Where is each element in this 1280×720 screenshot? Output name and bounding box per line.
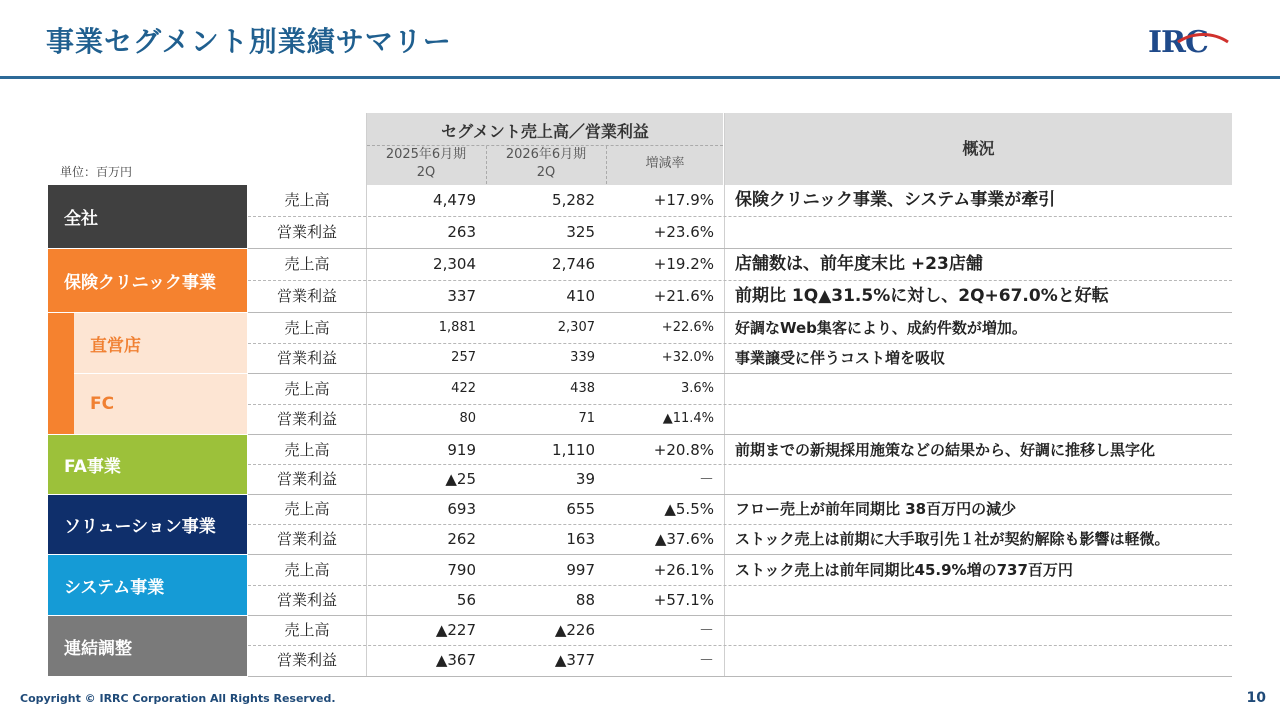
value-change: +57.1% xyxy=(653,591,714,609)
value-2025: 790 xyxy=(447,561,476,579)
table-row xyxy=(248,404,1232,434)
value-2026: 997 xyxy=(566,561,595,579)
segment-label-renketsu: 連結調整 xyxy=(48,616,247,676)
value-2026: 438 xyxy=(570,381,595,396)
value-2025: 919 xyxy=(447,441,476,459)
value-2025: ▲227 xyxy=(435,621,476,639)
value-change: － xyxy=(698,470,714,488)
value-change: +22.6% xyxy=(661,320,714,335)
col-2026-header: 2026年6月期 2Q xyxy=(505,147,587,180)
value-change: +26.1% xyxy=(653,561,714,579)
metric-label: 売上高 xyxy=(284,191,330,209)
value-change: 3.6% xyxy=(680,381,714,396)
col-2025-header: 2025年6月期 2Q xyxy=(385,147,467,180)
table-row xyxy=(248,435,1232,465)
unit-label: 単位：百万円 xyxy=(60,165,133,179)
value-2025: 257 xyxy=(451,350,476,365)
table-row xyxy=(248,645,1232,675)
segment-label-zensha: 全社 xyxy=(48,185,247,248)
metric-label: 営業利益 xyxy=(276,349,337,367)
metric-label: 売上高 xyxy=(284,441,330,459)
value-change: ▲37.6% xyxy=(654,530,714,548)
value-change: ▲11.4% xyxy=(662,411,714,426)
value-2025: 80 xyxy=(459,411,476,426)
metric-label: 売上高 xyxy=(284,380,330,398)
col-change-header: 増減率 xyxy=(645,156,685,171)
value-2025: 4,479 xyxy=(433,191,476,209)
table-row xyxy=(248,555,1232,585)
overview-note: 前期比 1Q▲31.5%に対し、2Q+67.0%と好転 xyxy=(735,286,1109,306)
value-2025: 56 xyxy=(456,591,476,609)
value-2025: ▲25 xyxy=(445,470,476,488)
value-2026: 2,746 xyxy=(552,255,595,273)
value-change: +23.6% xyxy=(653,223,714,241)
value-2025: 2,304 xyxy=(433,255,476,273)
value-2025: 263 xyxy=(447,223,476,241)
metric-label: 営業利益 xyxy=(276,287,337,305)
value-change: +32.0% xyxy=(661,350,714,365)
metric-label: 売上高 xyxy=(284,255,330,273)
value-change: ▲5.5% xyxy=(664,500,714,518)
value-change: － xyxy=(698,651,714,669)
metric-label: 売上高 xyxy=(284,621,330,639)
value-2025: ▲367 xyxy=(435,651,476,669)
segment-label-solution: ソリューション事業 xyxy=(48,495,247,554)
logo-text: IRC xyxy=(1148,25,1208,58)
table-row xyxy=(248,281,1232,311)
value-2026: 339 xyxy=(570,350,595,365)
row-divider xyxy=(248,676,1232,677)
metric-label: 売上高 xyxy=(284,561,330,579)
table-row xyxy=(248,313,1232,343)
metric-label: 営業利益 xyxy=(276,651,337,669)
table-row xyxy=(248,343,1232,373)
value-2025: 337 xyxy=(447,287,476,305)
copyright: Copyright © IRRC Corporation All Rights Reserved. xyxy=(20,692,336,705)
value-2026: ▲377 xyxy=(554,651,595,669)
value-change: +19.2% xyxy=(653,255,714,273)
segment-label-fc: FC xyxy=(74,374,247,434)
value-2026: 2,307 xyxy=(557,320,595,335)
metric-label: 営業利益 xyxy=(276,223,337,241)
overview-note: ストック売上は前期に大手取引先１社が契約解除も影響は軽微。 xyxy=(735,530,1170,548)
value-2026: 655 xyxy=(566,500,595,518)
hoken-sub-strip xyxy=(48,313,74,434)
title-rule xyxy=(0,76,1280,79)
irc-logo xyxy=(1148,24,1244,58)
table-row xyxy=(248,374,1232,404)
overview-note: 保険クリニック事業、システム事業が牽引 xyxy=(735,190,1056,210)
segment-label-system: システム事業 xyxy=(48,555,247,615)
metric-label: 営業利益 xyxy=(276,591,337,609)
page-title: 事業セグメント別業績サマリー xyxy=(46,25,452,58)
page-number: 10 xyxy=(1246,690,1266,706)
overview-note: 前期までの新規採用施策などの結果から、好調に推移し黒字化 xyxy=(735,441,1156,459)
table-row xyxy=(248,615,1232,645)
segment-header-title: セグメント売上高／営業利益 xyxy=(441,122,649,141)
value-2025: 422 xyxy=(451,381,476,396)
overview-note: フロー売上が前年同期比 38百万円の減少 xyxy=(735,500,1017,518)
value-2026: ▲226 xyxy=(554,621,595,639)
value-2025: 262 xyxy=(447,530,476,548)
value-2025: 693 xyxy=(447,500,476,518)
table-row xyxy=(248,585,1232,615)
metric-label: 営業利益 xyxy=(276,530,337,548)
metric-label: 営業利益 xyxy=(276,470,337,488)
value-change: +17.9% xyxy=(653,191,714,209)
overview-header: 概況 xyxy=(962,139,995,158)
value-change: － xyxy=(698,621,714,639)
overview-note: 好調なWeb集客により、成約件数が増加。 xyxy=(735,319,1027,337)
value-2026: 163 xyxy=(566,530,595,548)
overview-note: 店舗数は、前年度末比 +23店舗 xyxy=(735,254,983,274)
metric-label: 売上高 xyxy=(284,319,330,337)
value-2026: 410 xyxy=(566,287,595,305)
value-2025: 1,881 xyxy=(438,320,476,335)
table-row xyxy=(248,249,1232,279)
value-2026: 5,282 xyxy=(552,191,595,209)
value-2026: 71 xyxy=(578,411,595,426)
metric-label: 営業利益 xyxy=(276,410,337,428)
segment-label-chokuei: 直営店 xyxy=(74,313,247,373)
value-change: +20.8% xyxy=(653,441,714,459)
table-row xyxy=(248,217,1232,247)
segment-label-hoken: 保険クリニック事業 xyxy=(48,249,247,312)
value-2026: 1,110 xyxy=(552,441,595,459)
table-row xyxy=(248,524,1232,554)
overview-note: 事業譲受に伴うコスト増を吸収 xyxy=(735,349,946,367)
value-2026: 325 xyxy=(566,223,595,241)
segment-label-fa: FA事業 xyxy=(48,435,247,494)
metric-label: 売上高 xyxy=(284,500,330,518)
value-change: +21.6% xyxy=(653,287,714,305)
table-row xyxy=(248,464,1232,494)
value-2026: 88 xyxy=(575,591,595,609)
table-row xyxy=(248,494,1232,524)
table-row xyxy=(248,185,1232,215)
value-2026: 39 xyxy=(575,470,595,488)
overview-note: ストック売上は前年同期比45.9%増の737百万円 xyxy=(735,561,1073,579)
